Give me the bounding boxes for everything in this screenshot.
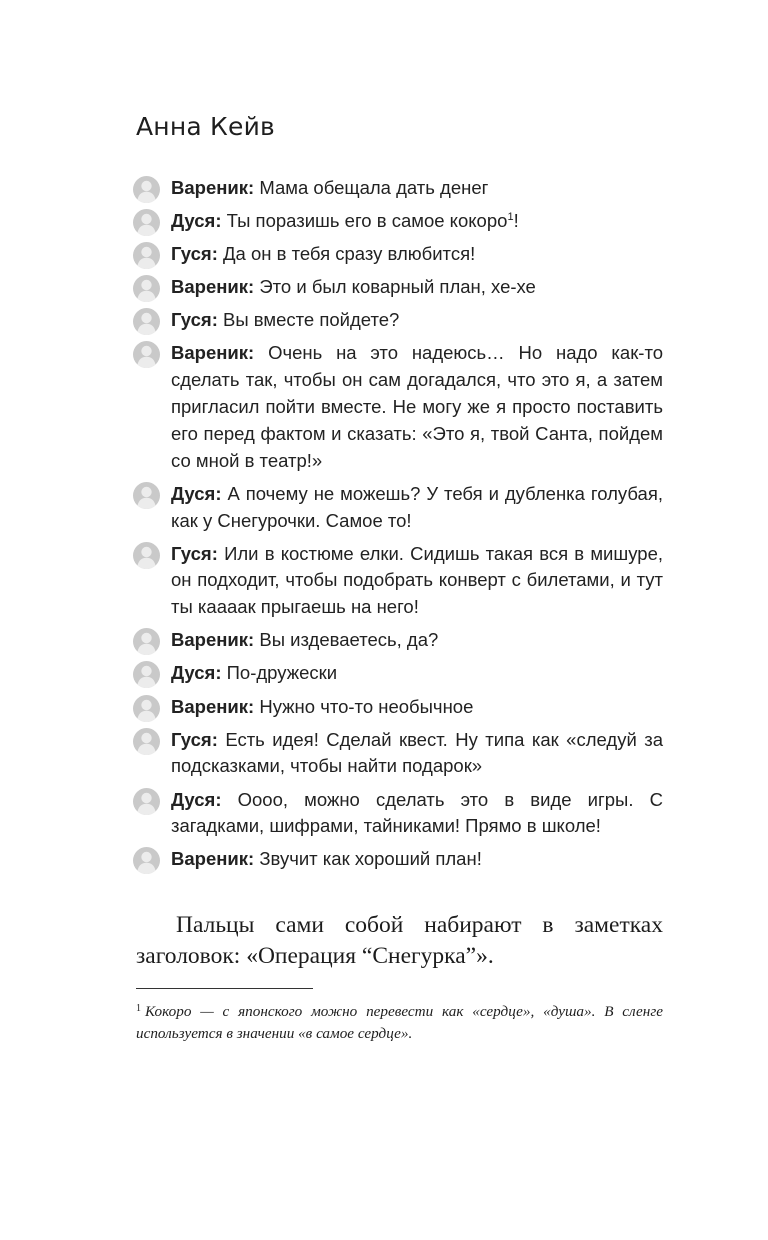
chat-message <box>133 274 663 301</box>
user-avatar-icon <box>133 275 160 302</box>
message-speaker: Дуся: <box>171 482 222 504</box>
message-text: Да он в тебя сразу влюбится! <box>223 243 476 265</box>
message-speaker: Дуся: <box>171 210 222 232</box>
chat-message <box>133 846 663 873</box>
message-speaker: Вареник: <box>171 177 255 198</box>
chat-message <box>133 208 663 235</box>
user-avatar-icon <box>133 308 160 335</box>
message-speaker: Гуся: <box>171 243 218 265</box>
user-avatar-icon <box>133 728 160 755</box>
user-avatar-icon <box>133 788 160 815</box>
user-avatar-icon <box>133 176 160 203</box>
footnote-reference: 1 <box>507 211 514 224</box>
user-avatar-icon <box>133 542 160 569</box>
message-text: Звучит как хороший план! <box>259 848 482 870</box>
running-head-author: Анна Кейв <box>136 112 275 141</box>
message-text: Это и был коварный план, хе-хе <box>259 276 536 298</box>
chat-message <box>133 340 663 474</box>
chat-message <box>133 241 663 268</box>
message-speaker: Вареник: <box>171 629 255 651</box>
footnote <box>136 998 663 1044</box>
user-avatar-icon <box>133 341 160 368</box>
user-avatar-icon <box>133 209 160 236</box>
message-text: А почему не можешь? У тебя и дубленка голубая, как у Снегурочки. Самое то! <box>171 482 664 531</box>
user-avatar-icon <box>133 695 160 722</box>
message-text: Есть идея! Сделай квест. Ну типа как «следуй за подсказками, чтобы найти подарок» <box>171 728 663 777</box>
footnote-divider <box>136 988 313 989</box>
message-speaker: Дуся: <box>171 662 222 684</box>
message-speaker: Вареник: <box>171 848 255 870</box>
message-speaker: Гуся: <box>171 309 218 331</box>
message-speaker: Вареник: <box>171 695 255 717</box>
footnote-text: Кокоро — с японского можно перевести как «сердце», «душа». В сленге используется в значении «в самое сердце». <box>136 1003 663 1042</box>
message-speaker: Дуся: <box>171 788 222 810</box>
footnote-mark: 1 <box>136 1003 141 1014</box>
user-avatar-icon <box>133 661 160 688</box>
message-text: Оооо, можно сделать это в виде игры. С загадками, шифрами, тайниками! Прямо в школе! <box>171 788 663 837</box>
message-text: Нужно что-то необычное <box>259 695 474 717</box>
message-text: Ты поразишь его в самое кокоро <box>226 210 508 232</box>
chat-message <box>133 627 663 654</box>
message-text: Очень на это надеюсь… Но надо как-то сделать так, чтобы он сам догадался, что это я, а затем пригласил пойти вместе. Не могу же я просто поставить его перед фактом и сказать: «Это я, твой Санта, пойдем со мной в театр!» <box>171 342 664 471</box>
user-avatar-icon <box>133 482 160 509</box>
chat-message <box>133 694 663 721</box>
chat-message <box>133 175 663 202</box>
user-avatar-icon <box>133 242 160 269</box>
message-text: Вы вместе пойдете? <box>223 309 400 331</box>
chat-message <box>133 541 663 621</box>
chat-transcript <box>133 175 663 879</box>
narration-paragraph: Пальцы сами собой набирают в заметках заголовок: «Операция “Снегурка”». <box>136 912 663 969</box>
chat-message <box>133 660 663 687</box>
message-text-tail: ! <box>513 210 519 232</box>
message-text: Вы издеваетесь, да? <box>259 629 439 651</box>
message-text: По-дружески <box>226 662 338 684</box>
message-text: Или в костюме елки. Сидишь такая вся в мишуре, он подходит, чтобы подобрать конверт с билетами, и тут ты каааак прыгаешь на него! <box>171 542 663 618</box>
user-avatar-icon <box>133 847 160 874</box>
message-speaker: Вареник: <box>171 342 255 364</box>
chat-message <box>133 787 663 841</box>
message-speaker: Вареник: <box>171 276 255 298</box>
user-avatar-icon <box>133 628 160 655</box>
chat-message <box>133 307 663 334</box>
message-speaker: Гуся: <box>171 728 218 750</box>
message-speaker: Гуся: <box>171 542 218 564</box>
message-text: Мама обещала дать денег <box>259 177 489 198</box>
chat-message <box>133 481 663 535</box>
chat-message <box>133 727 663 781</box>
